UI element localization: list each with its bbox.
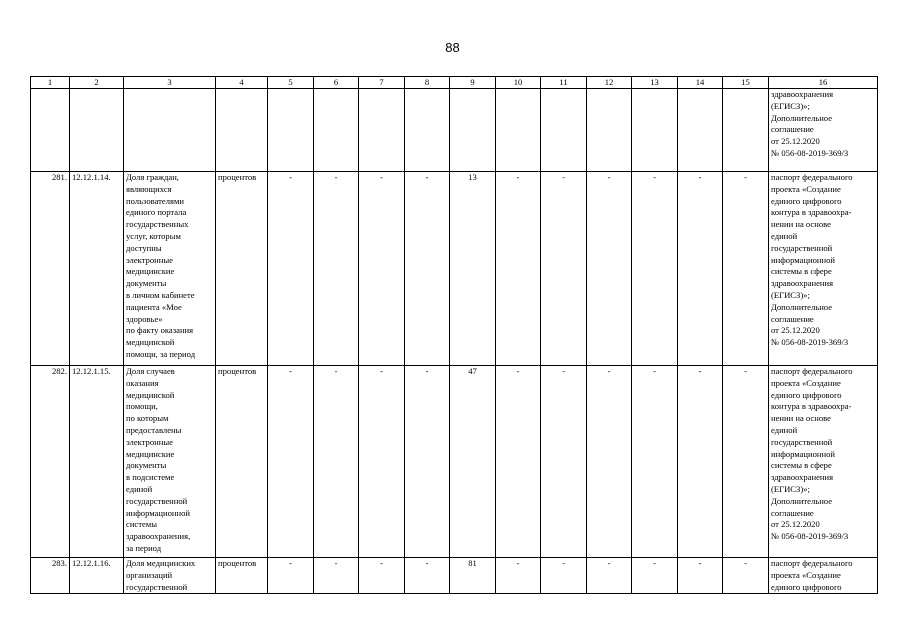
column-header: 12 [587, 77, 632, 89]
value-cell: - [359, 366, 405, 558]
value-cell: - [541, 172, 587, 366]
column-header: 1 [31, 77, 70, 89]
table-row-continuation [31, 89, 878, 172]
value-cell: - [268, 172, 314, 366]
value-cell: - [541, 366, 587, 558]
value-cell: - [314, 366, 359, 558]
value-cell: 13 [450, 172, 496, 366]
table-row [31, 366, 878, 558]
value-cell: - [632, 558, 678, 594]
indicator-code: 12.12.1.14. [70, 172, 124, 366]
unit-cell: процентов [216, 558, 268, 594]
row-number: 283. [31, 558, 70, 594]
value-cell: - [314, 172, 359, 366]
unit-cell: процентов [216, 172, 268, 366]
page-number: 88 [445, 40, 460, 55]
indicator-name: Доля медицинских организаций государственной [124, 558, 216, 594]
value-cell: - [678, 558, 723, 594]
indicator-name: Доля граждан, являющихся пользователями единого портала государственных услуг, которым доступны электронные медицинские документы в личном кабинете пациента «Мое здоровье» по факту оказания медицинской помощи, за период [124, 172, 216, 366]
indicator-name: Доля случаев оказания медицинской помощи, по которым предоставлены электронные медицинские документы в подсистеме единой государственной информационной системы здравоохранения, за период [124, 366, 216, 558]
column-header: 16 [769, 77, 878, 89]
column-header: 9 [450, 77, 496, 89]
column-header: 2 [70, 77, 124, 89]
source-cell: здравоохранения (ЕГИСЗ)»; Дополнительное соглашение от 25.12.2020 № 056-08-2019-369/3 [769, 89, 878, 172]
table-row [31, 172, 878, 366]
indicator-code: 12.12.1.16. [70, 558, 124, 594]
value-cell: - [405, 172, 450, 366]
value-cell: - [723, 558, 769, 594]
indicator-code: 12.12.1.15. [70, 366, 124, 558]
column-header: 4 [216, 77, 268, 89]
value-cell: 47 [450, 366, 496, 558]
value-cell: - [632, 172, 678, 366]
value-cell: - [541, 558, 587, 594]
value-cell: - [723, 172, 769, 366]
row-number: 281. [31, 172, 70, 366]
indicators-table [30, 76, 878, 594]
source-cell: паспорт федерального проекта «Создание единого цифрового контура в здравоохра- нении на основе единой государственной информационной системы в сфере здравоохранения (ЕГИСЗ)»; Дополнительное соглашение от 25.12.2020 № 056-08-2019-369/3 [769, 172, 878, 366]
source-cell: паспорт федерального проекта «Создание единого цифрового [769, 558, 878, 594]
value-cell: - [314, 558, 359, 594]
column-header: 8 [405, 77, 450, 89]
column-header: 10 [496, 77, 541, 89]
table-header-row [31, 77, 878, 89]
value-cell: - [405, 558, 450, 594]
column-header: 7 [359, 77, 405, 89]
value-cell: - [678, 366, 723, 558]
column-header: 6 [314, 77, 359, 89]
value-cell: - [268, 558, 314, 594]
source-cell: паспорт федерального проекта «Создание единого цифрового контура в здравоохра- нении на основе единой государственной информационной системы в сфере здравоохранения (ЕГИСЗ)»; Дополнительное соглашение от 25.12.2020 № 056-08-2019-369/3 [769, 366, 878, 558]
table-row [31, 558, 878, 594]
column-header: 11 [541, 77, 587, 89]
value-cell: - [496, 172, 541, 366]
value-cell: - [496, 366, 541, 558]
value-cell: - [587, 366, 632, 558]
column-header: 13 [632, 77, 678, 89]
value-cell: 81 [450, 558, 496, 594]
column-header: 15 [723, 77, 769, 89]
unit-cell: процентов [216, 366, 268, 558]
value-cell: - [268, 366, 314, 558]
row-number: 282. [31, 366, 70, 558]
value-cell: - [632, 366, 678, 558]
value-cell: - [496, 558, 541, 594]
value-cell: - [587, 558, 632, 594]
value-cell: - [678, 172, 723, 366]
value-cell: - [359, 558, 405, 594]
value-cell: - [587, 172, 632, 366]
value-cell: - [359, 172, 405, 366]
value-cell: - [405, 366, 450, 558]
column-header: 3 [124, 77, 216, 89]
column-header: 5 [268, 77, 314, 89]
value-cell: - [723, 366, 769, 558]
column-header: 14 [678, 77, 723, 89]
